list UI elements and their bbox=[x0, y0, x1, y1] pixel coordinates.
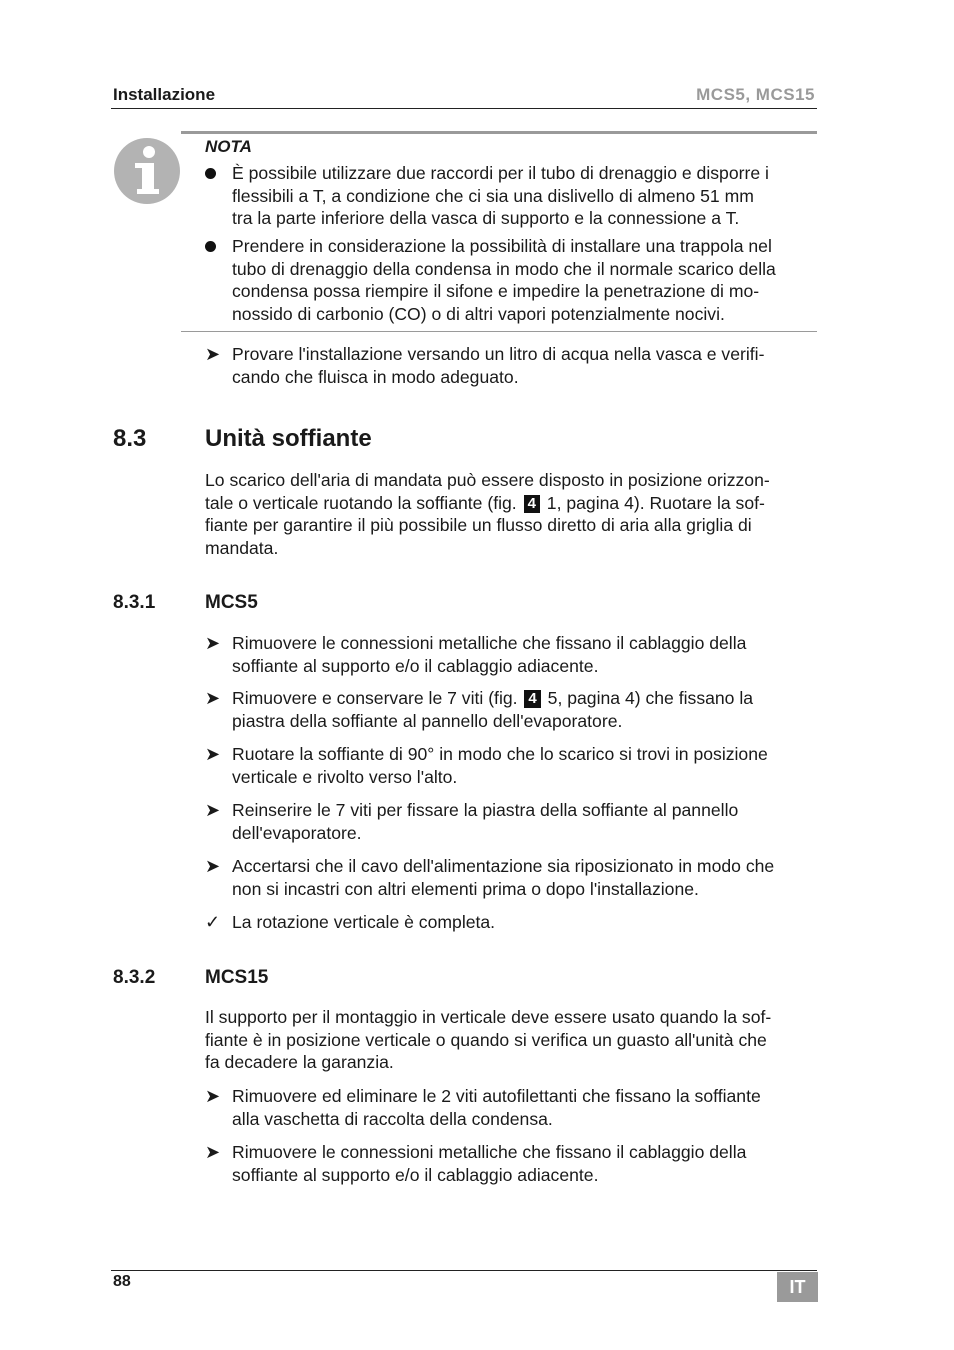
arrow-icon: ➤ bbox=[205, 1142, 221, 1162]
arrow-icon: ➤ bbox=[205, 688, 221, 708]
bullet-icon bbox=[205, 241, 216, 252]
arrow-icon: ➤ bbox=[205, 856, 221, 876]
note-title: NOTA bbox=[205, 137, 252, 156]
section-paragraph: Lo scarico dell'aria di mandata può essere disposto in posizione orizzon- tale o verticale ruotando la soffiante (fig. 4 1, pagina 4). Ruotare la sof- fiante per garantire il più possibile un flusso diretto di aria alla griglia di mandata. bbox=[205, 470, 770, 558]
subsection-number: 8.3.2 bbox=[113, 967, 156, 988]
figure-reference-badge: 4 bbox=[524, 495, 540, 513]
page-number: 88 bbox=[113, 1273, 131, 1290]
arrow-icon: ➤ bbox=[205, 1086, 221, 1106]
language-badge: IT bbox=[777, 1272, 818, 1302]
arrow-icon: ➤ bbox=[205, 800, 221, 820]
header-models: MCS5, MCS15 bbox=[696, 85, 815, 104]
section-paragraph: Il supporto per il montaggio in verticale deve essere usato quando la sof- fiante è in posizione verticale o quando si verifica un guasto all'unità che fa decadere la garanzia. bbox=[205, 1007, 772, 1073]
arrow-icon: ➤ bbox=[205, 744, 221, 764]
subsection-title: MCS15 bbox=[205, 967, 269, 988]
arrow-icon: ➤ bbox=[205, 633, 221, 653]
note-bottom-rule bbox=[181, 331, 817, 332]
arrow-icon: ➤ bbox=[205, 344, 221, 364]
header-section-title: Installazione bbox=[113, 85, 216, 104]
section-title: Unità soffiante bbox=[205, 425, 372, 452]
check-mark-icon: ✓ bbox=[205, 912, 221, 932]
footer-divider bbox=[111, 1270, 817, 1271]
bullet-icon bbox=[205, 168, 216, 179]
figure-reference-badge: 4 bbox=[524, 690, 540, 708]
info-icon bbox=[113, 137, 181, 205]
note-top-rule bbox=[181, 131, 817, 134]
section-number: 8.3 bbox=[113, 425, 147, 452]
subsection-number: 8.3.1 bbox=[113, 592, 156, 613]
header-divider bbox=[111, 108, 817, 109]
subsection-title: MCS5 bbox=[205, 592, 258, 613]
